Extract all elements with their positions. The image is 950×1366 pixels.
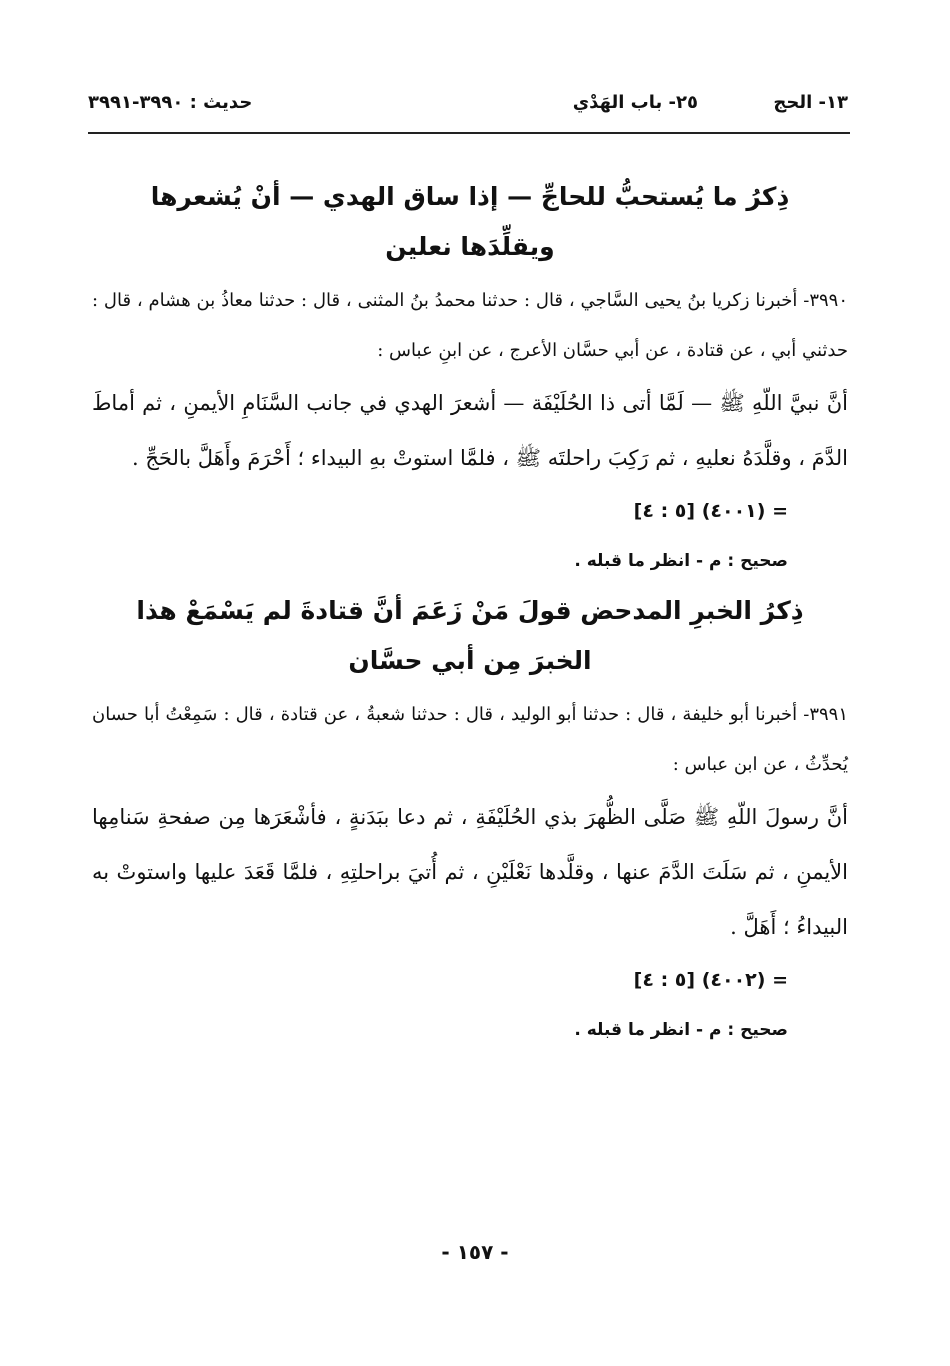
hadith-isnad: ٣٩٩١- أخبرنا أبو خليفة ، قال : حدثنا أبو الوليد ، قال : حدثنا شعبةُ ، عن قتادة ، قال : سَمِعْتُ أبا حسان يُحدِّثُ ، عن ابن عباس : [92, 704, 848, 775]
running-header [88, 92, 848, 126]
hadith-reference: = (٤٠٠١) [٥ : ٤] [633, 500, 788, 522]
page-content [92, 172, 848, 1055]
header-chapter-title: ٢٥- باب الهَدْي [572, 92, 698, 113]
hadith-section [92, 172, 848, 586]
hadith-matn: أنَّ نبيَّ اللّهِ ﷺ — لَمَّا أتى ذا الحُلَيْفَة — أشعرَ الهدي في جانب السَّنَامِ الأيمنِ ، ثم أماطَ الدَّمَ ، وقلَّدَهُ نعليهِ ، ثم رَكِبَ راحلتَه ﷺ ، فلمَّا استوتْ بهِ البيداء ؛ أَحْرَمَ وأَهَلَّ بالحَجِّ . [92, 391, 848, 470]
hadith-grade: صحيح : م - انظر ما قبله . [574, 1020, 788, 1040]
section-title-line-1: ذِكرُ الخبرِ المدحض قولَ مَنْ زَعَمَ أنَّ قتادةَ لم يَسْمَعْ هذا [136, 596, 804, 625]
hadith-grade: صحيح : م - انظر ما قبله . [574, 551, 788, 571]
header-book-title: ١٣- الحج [773, 92, 848, 113]
hadith-reference: = (٤٠٠٢) [٥ : ٤] [633, 969, 788, 991]
header-hadith-range: حديث : ٣٩٩٠-٣٩٩١ [88, 92, 253, 113]
section-title-line-1: ذِكرُ ما يُستحبُّ للحاجِّ — إذا ساق الهدي — أنْ يُشعرها [150, 182, 790, 211]
hadith-matn: أنَّ رسولَ اللّهِ ﷺ صَلَّى الظُّهرَ بذي الحُلَيْفَةِ ، ثم دعا ببَدَنةٍ ، فأشْعَرَها مِن صفحةِ سَنامِها الأيمنِ ، ثم سَلَتَ الدَّمَ عنها ، وقلَّدها نَعْلَيْنِ ، ثم أُتيَ براحلتِهِ ، فلمَّا قَعَدَ عليها واستوتْ به البيداءُ ؛ أَهَلَّ . [92, 805, 848, 939]
hadith-isnad: ٣٩٩٠- أخبرنا زكريا بنُ يحيى السَّاجي ، قال : حدثنا محمدُ بنُ المثنى ، قال : حدثنا معاذُ بن هشام ، قال : حدثني أبي ، عن قتادة ، عن أبي حسَّان الأعرج ، عن ابنِ عباس : [92, 290, 848, 361]
section-title-line-2: الخبرَ مِن أبي حسَّان [348, 646, 592, 675]
page-number: - ١٥٧ - [441, 1240, 509, 1264]
hadith-section [92, 586, 848, 1055]
section-title-line-2: ويقلِّدَها نعلين [385, 232, 555, 261]
header-divider [88, 132, 850, 134]
